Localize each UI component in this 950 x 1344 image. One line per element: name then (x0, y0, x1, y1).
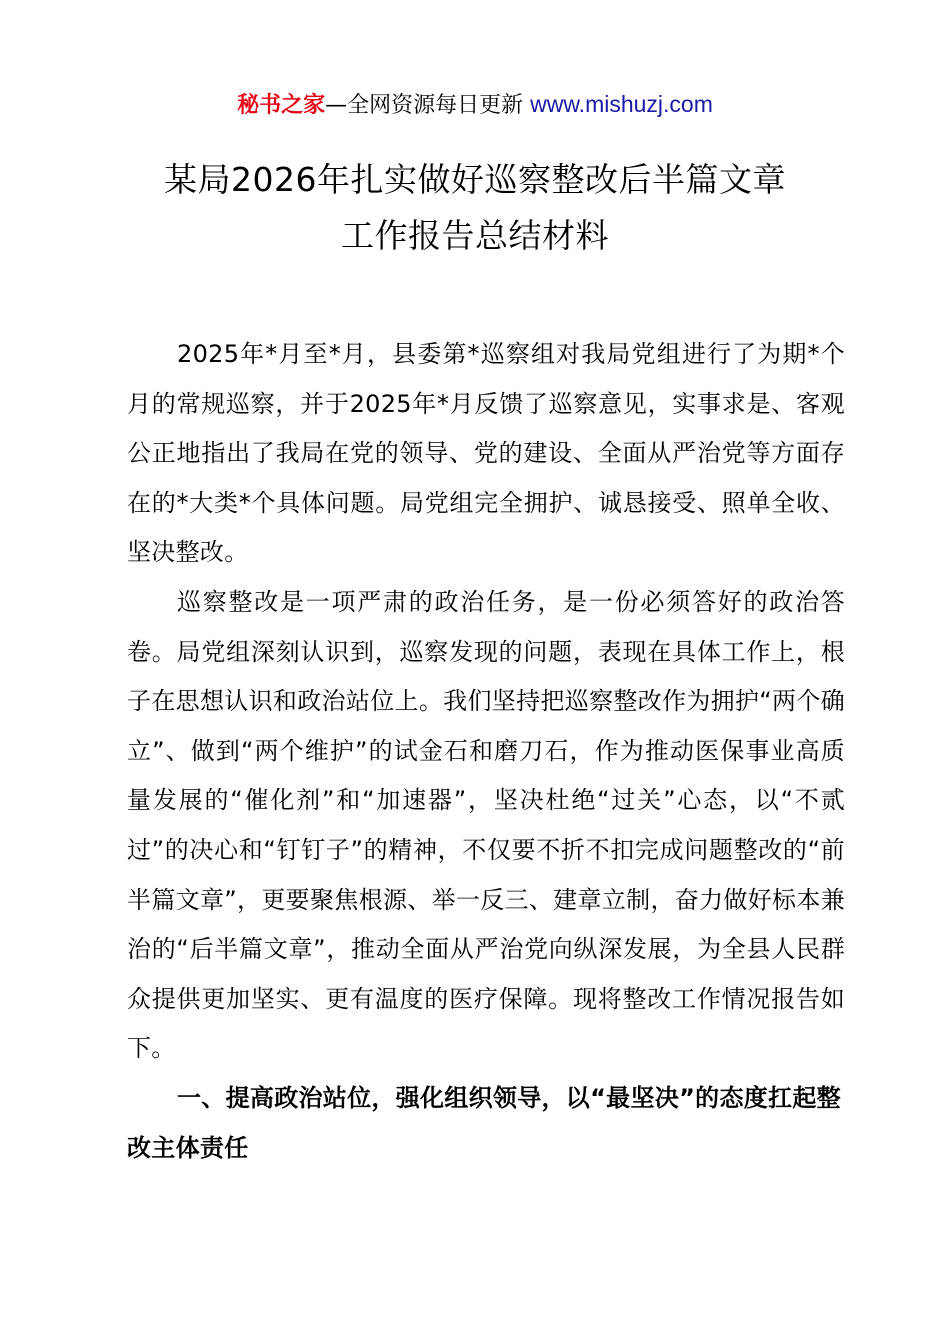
document-body (127, 330, 845, 1173)
section-heading-1: 一、提高政治站位，强化组织领导，以“最坚决”的态度扛起整改主体责任 (127, 1083, 841, 1162)
paragraph-2: 巡察整改是一项严肃的政治任务，是一份必须答好的政治答卷。局党组深刻认识到，巡察发现的问题，表现在具体工作上，根子在思想认识和政治站位上。我们坚持把巡察整改作为拥护“两个确立”、做到“两个维护”的试金石和磨刀石，作为推动医保事业高质量发展的“催化剂”和“加速器”，坚决杜绝“过关”心态，以“不贰过”的决心和“钉钉子”的精神，不仅要不折不扣完成问题整改的“前半篇文章”，更要聚焦根源、举一反三、建章立制，奋力做好标本兼治的“后半篇文章”，推动全面从严治党向纵深发展，为全县人民群众提供更加坚实、更有温度的医疗保障。现将整改工作情况报告如下。 (127, 587, 845, 1063)
site-url-link[interactable]: www.mishuzj.com (530, 91, 713, 117)
site-tagline: —全网资源每日更新 (325, 93, 531, 118)
site-brand: 秘书之家 (237, 93, 326, 118)
title-line-1: 某局2026年扎实做好巡察整改后半篇文章 (164, 160, 786, 199)
title-line-2: 工作报告总结材料 (341, 216, 609, 255)
paragraph-1: 2025年*月至*月，县委第*巡察组对我局党组进行了为期*个月的常规巡察，并于2025年*月反馈了巡察意见，实事求是、客观公正地指出了我局在党的领导、党的建设、全面从严治党等方面存在的*大类*个具体问题。局党组完全拥护、诚恳接受、照单全收、坚决整改。 (127, 340, 845, 567)
site-header (0, 88, 950, 122)
document-title (0, 152, 950, 264)
